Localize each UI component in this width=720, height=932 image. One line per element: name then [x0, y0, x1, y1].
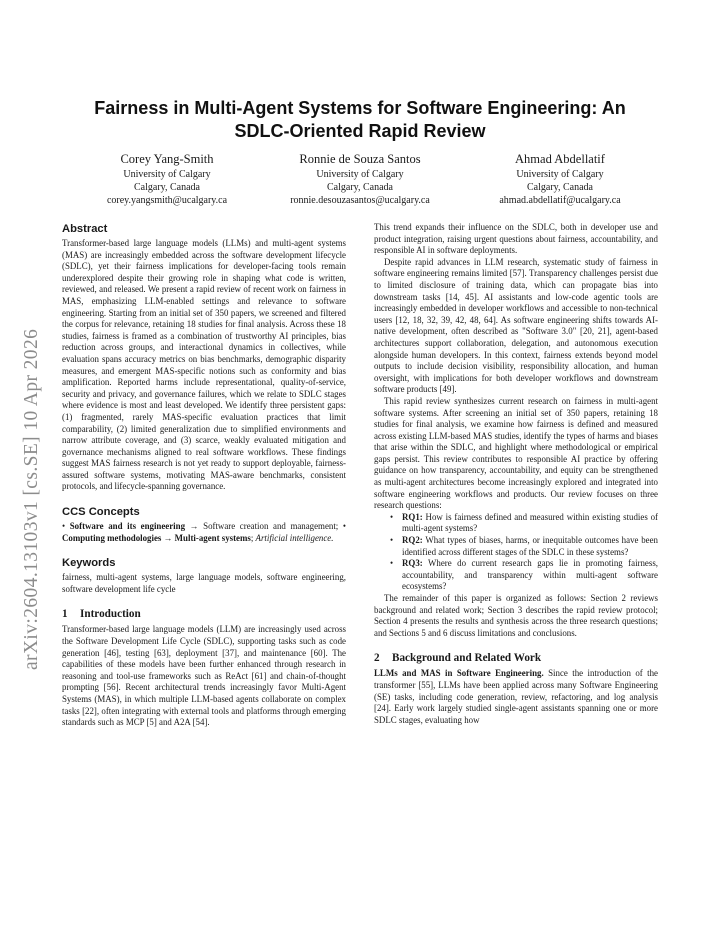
rq-label: RQ3: [402, 558, 423, 569]
research-question-item [390, 535, 658, 558]
paper-title [60, 97, 660, 143]
abstract-text: Transformer-based large language models (LLMs) and multi-agent systems (MAS) are increasingly embedded across the software development lifecycle (SDLC), yet their fairness implications for developer-facing tools remain underexplored despite their growing role in shaping what code is written, reviewed, and released. We present a rapid review of recent work on fairness in MAS, emphasizing LLM-enabled settings and relevance to software engineering. Starting from an initial set of 350 papers, we screened and filtered the corpus for relevance, retaining 18 studies for final analysis. Across these 18 studies, fairness is framed as a combination of trustworthy AI principles, bias reduction across groups, and interactional dynamics in collectives, while evaluation spans accuracy metrics on bias benchmarks, demographic disparity measures, and emergent MAS-specific notions such as conformity and bias amplification. Reported harms include representational, quality-of-service, security and privacy, and governance failures, which we relate to SDLC stages where evidence is most and least developed. We identify three persistent gaps: (1) fragmented, rarely MAS-specific evaluation practices that limit comparability, (2) limited generalization due to simplified environments and narrow attribute coverage, and (3) scarce, weakly evaluated mitigation and governance mechanisms aligned to real software workflows. These findings suggest MAS fairness research is not yet ready to support deployable, fairness-assured software systems, motivating MAS-aware benchmarks, consistent protocols, and lifecycle-spanning governance. [62, 238, 346, 492]
paragraph-text: Since the introduction of the transformer [55], LLMs have been applied across many Software Engineering (SE) tasks, including code generation, review, refactoring, and log analysis [24]. Early work largely studied single-agent assistants spanning one or more SDLC stages, evaluating how [374, 668, 658, 725]
author-card [460, 152, 660, 207]
section-heading-background [374, 651, 658, 665]
right-column [374, 222, 658, 726]
bullet-glyph: • [62, 521, 66, 532]
author-name: Ronnie de Souza Santos [299, 152, 421, 166]
section-title: Introduction [80, 608, 141, 621]
rq-text: How is fairness defined and measured within existing studies of multi-agent systems? [402, 511, 658, 534]
section-number: 1 [62, 608, 68, 621]
paper-title-line: SDLC-Oriented Rapid Review [234, 121, 486, 141]
ccs-concepts [62, 521, 346, 544]
ccs-concept-text: → Software creation and management; [185, 521, 343, 532]
section-title: Background and Related Work [392, 652, 542, 665]
author-card [67, 152, 267, 207]
ccs-concept-text: ; [250, 532, 256, 543]
intro-paragraph: This rapid review synthesizes current research on fairness in multi-agent software systems. After screening an initial set of 350 papers, retaining 18 studies for final analysis, we examine how fairness is defined and measured across existing LLM-based MAS studies, identify the types of harms and biases that arise within the SDLC, and highlight where methodological or empirical gaps persist. This review contributes to responsible AI practice by offering guidance on how transparency, accountability, and equity can be strengthened as multi-agent architectures become increasingly explored and integrated into software engineering workflows and products. Our review focuses on three research questions: [374, 395, 658, 511]
ccs-concept-italic: Artificial intelligence. [255, 532, 334, 543]
bullet-glyph: • [342, 521, 346, 532]
research-question-item [390, 511, 658, 535]
background-paragraph [374, 668, 658, 726]
intro-paragraph: Despite rapid advances in LLM research, systematic study of fairness in software engineering remains limited [57]. Transparency challenges persist due to limited disclosure of training data, which can propagate bias into downstream tasks [14, 45]. AI assistants and low-code agentic tools are increasingly embedded in developer workflows and accessible to non-technical users [12, 18, 32, 39, 42, 48, 64]. As software engineering shifts towards AI-native development, often described as "Software 3.0" [20, 21], agent-based architectures support collaboration, delegation, and autonomous execution alongside human developers. In this context, fairness extends beyond model outputs to include decision visibility, responsibility allocation, and human oversight, with implications for both developer workflows and downstream software products [49]. [374, 256, 658, 395]
author-email: ahmad.abdellatif@ucalgary.ca [499, 195, 621, 206]
bullet-glyph: • [390, 511, 394, 522]
intro-paragraph: The remainder of this paper is organized as follows: Section 2 reviews background and related work; Section 3 describes the rapid review protocol; Section 4 presents the results and synthesis across the three research questions; and Sections 5 and 6 discuss limitations and conclusions. [374, 593, 658, 638]
intro-paragraph: This trend expands their influence on the SDLC, both in developer use and product integration, raising urgent questions about fairness, accountability, and responsible AI in software deployments. [374, 222, 658, 256]
keywords-text: fairness, multi-agent systems, large language models, software engineering, software development life cycle [62, 572, 346, 594]
rq-text: What types of biases, harms, or inequitable outcomes have been identified across different stages of the SDLC in these systems? [402, 535, 658, 557]
rq-label: RQ1: [402, 511, 423, 522]
author-location: Calgary, Canada [527, 182, 593, 193]
paper-title-line: Fairness in Multi-Agent Systems for Software Engineering: An [94, 98, 626, 118]
bullet-glyph: • [390, 535, 394, 546]
bullet-glyph: • [390, 558, 394, 569]
arxiv-identifier-stamp: arXiv:2604.13103v1 [cs.SE] 10 Apr 2026 [21, 328, 42, 670]
author-card [260, 152, 460, 207]
paragraph-lead: LLMs and MAS in Software Engineering. [374, 668, 544, 679]
rq-label: RQ2: [402, 535, 423, 546]
research-question-item [390, 558, 658, 593]
author-affiliation: University of Calgary [316, 169, 404, 180]
author-location: Calgary, Canada [134, 182, 200, 193]
ccs-heading: CCS Concepts [62, 506, 140, 519]
author-email: corey.yangsmith@ucalgary.ca [106, 195, 228, 206]
intro-paragraph: Transformer-based large language models (LLM) are increasingly used across the Software Development Life Cycle (SDLC), supporting tasks such as code generation [46], testing [63], deployment [37], and maintenance [60]. The capabilities of these models have been further enhanced through research in reasoning and tool-use frameworks such as ReAct [61] and chain-of-thought prompting [56]. Recent architectural trends increasingly favor Multi-Agent Systems (MAS), in which multiple LLM-based agents collaborate on complex tasks [22], often integrating with external tools and platforms through emerging standards such as MCP [5] and A2A [54]. [62, 624, 346, 728]
ccs-concept-bold: Computing methodologies → Multi-agent systems [62, 532, 251, 543]
left-column [62, 222, 346, 729]
ccs-concept-bold: Software and its engineering [69, 521, 186, 532]
author-email: ronnie.desouzasantos@ucalgary.ca [290, 195, 430, 206]
author-affiliation: University of Calgary [516, 169, 604, 180]
section-number: 2 [374, 652, 380, 665]
author-name: Ahmad Abdellatif [515, 152, 605, 166]
section-heading-introduction [62, 607, 346, 621]
author-affiliation: University of Calgary [123, 169, 211, 180]
rq-text: Where do current research gaps lie in promoting fairness, accountability, and transparency within multi-agent software ecosystems? [402, 558, 658, 592]
keywords-heading: Keywords [62, 557, 116, 570]
research-questions-list [374, 512, 658, 593]
author-name: Corey Yang-Smith [120, 152, 214, 166]
abstract-heading: Abstract [62, 223, 108, 235]
author-location: Calgary, Canada [327, 182, 393, 193]
